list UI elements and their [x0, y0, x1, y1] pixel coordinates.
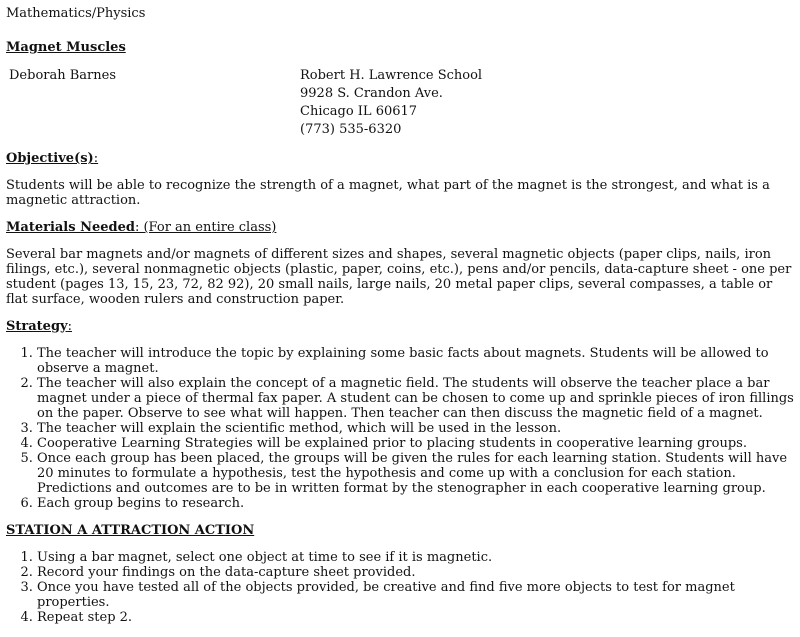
- strategy-heading: [6, 319, 794, 334]
- strategy-heading-text: Strategy: [6, 319, 68, 334]
- materials-note: : (For an entire class): [134, 220, 277, 235]
- strategy-item: 1. The teacher will introduce the topic by explaining some basic facts about magnets. Students will be allowed to observe a magnet.: [37, 346, 794, 376]
- strategy-item: 6. Each group begins to research.: [37, 496, 794, 511]
- station-a-item: 4. Repeat step 2.: [37, 610, 794, 625]
- objectives-heading-colon: :: [93, 151, 99, 166]
- station-a-heading: STATION A ATTRACTION ACTION: [6, 523, 255, 538]
- station-a-item: 2. Record your findings on the data-capture sheet provided.: [37, 565, 794, 580]
- strategy-list: [6, 346, 794, 511]
- school-city: Chicago IL 60617: [300, 104, 418, 119]
- category-label: Mathematics/Physics: [6, 6, 146, 21]
- materials-heading-text: Materials Needed: [6, 220, 135, 235]
- station-a-list: [6, 550, 794, 625]
- school-phone: (773) 535-6320: [300, 122, 402, 137]
- station-a-item: 3. Once you have tested all of the objects provided, be creative and find five more objects to test for magnet properties.: [37, 580, 794, 610]
- materials-heading: [6, 220, 794, 235]
- school-street: 9928 S. Crandon Ave.: [300, 86, 443, 101]
- contact-block: [6, 67, 794, 139]
- school-name: Robert H. Lawrence School: [300, 68, 483, 83]
- strategy-item: 4. Cooperative Learning Strategies will be explained prior to placing students in cooperative learning groups.: [37, 436, 794, 451]
- school-address: [300, 67, 482, 139]
- strategy-item: 2. The teacher will also explain the concept of a magnetic field. The students will observe the teacher place a bar magnet under a piece of thermal fax paper. A student can be chosen to come up and sprinkle pieces of iron fillings on the paper. Observe to see what will happen. Then teacher can then discuss the magnetic field of a magnet.: [37, 376, 794, 421]
- objectives-heading: [6, 151, 794, 166]
- objectives-heading-text: Objective(s): [6, 151, 94, 166]
- author-name: Deborah Barnes: [9, 68, 116, 83]
- station-a-item: 1. Using a bar magnet, select one object at time to see if it is magnetic.: [37, 550, 794, 565]
- objectives-text: Students will be able to recognize the strength of a magnet, what part of the magnet is the strongest, and what is a magnetic attraction.: [6, 178, 770, 208]
- materials-text: Several bar magnets and/or magnets of different sizes and shapes, several magnetic objects (paper clips, nails, iron filings, etc.), several nonmagnetic objects (plastic, paper, coins, etc.), pens and/or pencils, data-capture sheet - one per student (pages 13, 15, 23, 72, 82 92), 20 small nails, large nails, 20 metal paper clips, several compasses, a table or flat surface, wooden rulers and construction paper.: [6, 247, 792, 307]
- lesson-plan-page: [6, 6, 794, 637]
- strategy-heading-colon: :: [67, 319, 72, 334]
- lesson-title: Magnet Muscles: [6, 40, 126, 55]
- strategy-item: 3. The teacher will explain the scientific method, which will be used in the lesson.: [37, 421, 794, 436]
- strategy-item: 5. Once each group has been placed, the groups will be given the rules for each learning station. Students will have 20 minutes to formulate a hypothesis, test the hypothesis and come up with a conclusion for each station. Predictions and outcomes are to be in written format by the stenographer in each cooperative learning group.: [37, 451, 794, 496]
